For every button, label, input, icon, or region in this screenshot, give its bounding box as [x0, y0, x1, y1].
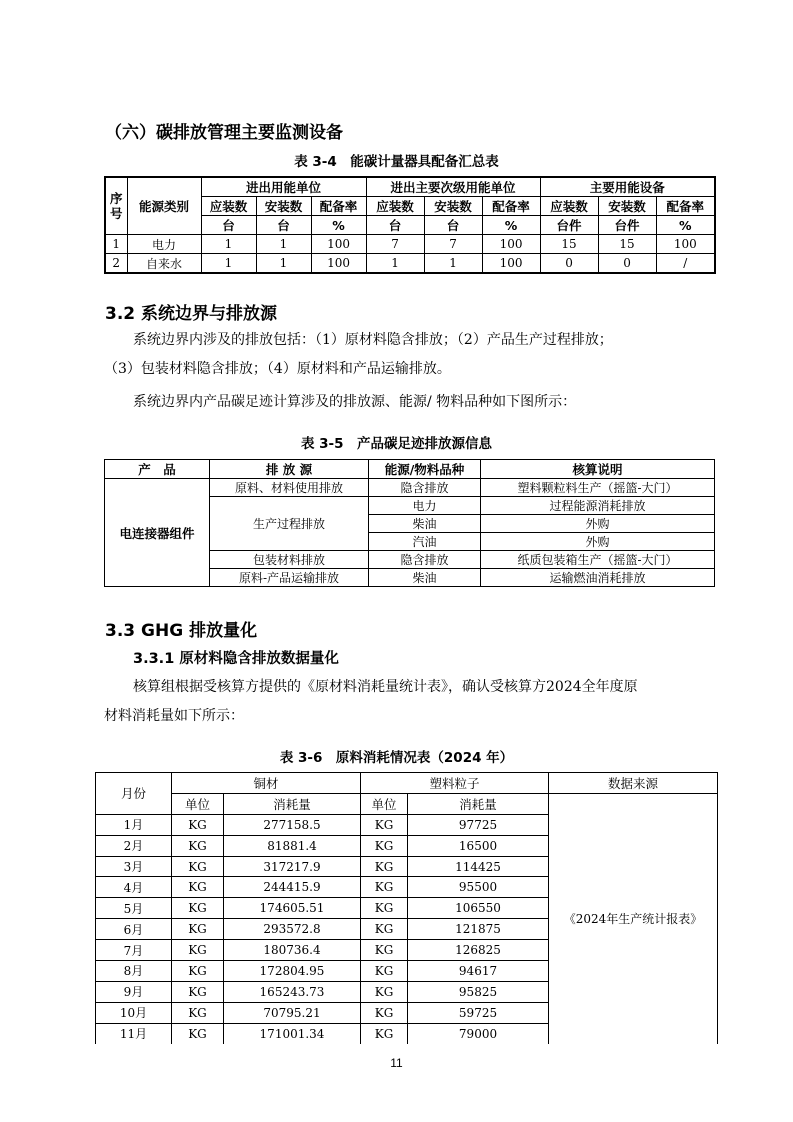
table-cell: 79000: [408, 1023, 549, 1043]
table-row: [105, 479, 715, 497]
table-cell: KG: [172, 898, 224, 919]
table-3-4-unit: 台: [256, 216, 311, 235]
table-cell: 柴油: [369, 569, 481, 587]
table-cell: 95500: [408, 877, 549, 898]
table-cell: 16500: [408, 835, 549, 856]
table-cell: KG: [172, 814, 224, 835]
table-3-4-unit: 台: [424, 216, 482, 235]
table-cell: 10月: [96, 1002, 172, 1023]
subsection-heading-3-3-1: 3.3.1 原材料隐含排放数据量化: [133, 651, 339, 667]
paragraph-line: 系统边界内涉及的排放包括：（1）原材料隐含排放；（2）产品生产过程排放；: [133, 332, 613, 348]
table-3-5-caption: 表 3-5 产品碳足迹排放源信息: [300, 436, 493, 452]
table-cell: 244415.9: [224, 877, 361, 898]
paragraph-line: 系统边界内产品碳足迹计算涉及的排放源、能源/ 物料品种如下图所示：: [133, 394, 577, 410]
table-3-4-subheader: 安装数: [424, 197, 482, 216]
table-3-4-group-header: 进出用能单位: [201, 177, 366, 197]
table-cell: 277158.5: [224, 814, 361, 835]
table-3-6-source-cell: 《2024年生产统计报表》: [549, 793, 718, 1043]
table-cell: KG: [361, 1023, 408, 1043]
table-cell: 95825: [408, 981, 549, 1002]
table-3-4-subheader: 配备率: [482, 197, 540, 216]
table-cell: 6月: [96, 919, 172, 940]
table-cell: 121875: [408, 919, 549, 940]
table-cell: 1: [424, 254, 482, 274]
table-cell: 7: [366, 235, 424, 254]
table-cell: KG: [361, 898, 408, 919]
table-cell: KG: [172, 856, 224, 877]
table-3-4-subheader: 应装数: [540, 197, 598, 216]
table-cell: KG: [361, 1002, 408, 1023]
table-cell: 171001.34: [224, 1023, 361, 1043]
table-3-5-header: 排 放 源: [210, 460, 369, 479]
table-3-4-header-type: 能源类别: [127, 177, 201, 235]
table-3-4-subheader: 应装数: [201, 197, 256, 216]
table-cell: KG: [361, 919, 408, 940]
table-cell: 15: [540, 235, 598, 254]
table-cell: 94617: [408, 961, 549, 982]
table-3-4-group-header: 进出主要次级用能单位: [366, 177, 540, 197]
paragraph-line: 核算组根据受核算方提供的《原材料消耗量统计表》，确认受核算方2024全年度原: [133, 679, 638, 695]
table-row: [105, 235, 715, 254]
table-cell: 电力: [369, 497, 481, 515]
table-cell: 自来水: [127, 254, 201, 274]
table-3-5-header: 能源/物料品种: [369, 460, 481, 479]
table-cell: 172804.95: [224, 961, 361, 982]
table-cell: 柴油: [369, 515, 481, 533]
table-cell: 165243.73: [224, 981, 361, 1002]
table-cell: 外购: [481, 515, 715, 533]
table-cell: 81881.4: [224, 835, 361, 856]
table-cell: 114425: [408, 856, 549, 877]
page-number: 11: [390, 1056, 403, 1070]
table-3-4-unit: 台: [201, 216, 256, 235]
section-heading-6: （六）碳排放管理主要监测设备: [105, 123, 343, 143]
table-cell: KG: [172, 835, 224, 856]
table-cell: 纸质包装箱生产（摇篮-大门）: [481, 551, 715, 569]
table-cell: 100: [482, 235, 540, 254]
table-cell: 外购: [481, 533, 715, 551]
table-3-4-unit: 台件: [540, 216, 598, 235]
table-cell: 1: [105, 235, 127, 254]
table-cell: 原料-产品运输排放: [210, 569, 369, 587]
table-cell: KG: [172, 1002, 224, 1023]
section-heading-3-3: 3.3 GHG 排放量化: [105, 621, 258, 641]
table-cell: 126825: [408, 940, 549, 961]
table-3-6-caption: 表 3-6 原料消耗情况表（2024 年）: [279, 750, 514, 766]
table-cell: 1月: [96, 814, 172, 835]
table-cell: KG: [361, 940, 408, 961]
table-cell: 1: [201, 254, 256, 274]
table-cell: 塑料颗粒料生产（摇篮-大门）: [481, 479, 715, 497]
table-cell: KG: [361, 835, 408, 856]
table-cell: KG: [361, 856, 408, 877]
table-cell: 106550: [408, 898, 549, 919]
table-3-6-header-unit: 单位: [361, 793, 408, 814]
table-3-6-header-month: 月份: [96, 773, 172, 815]
table-cell: 70795.21: [224, 1002, 361, 1023]
table-3-6-header-source: 数据来源: [549, 773, 718, 794]
table-cell: 15: [598, 235, 656, 254]
table-3-5-header: 核算说明: [481, 460, 715, 479]
table-row: [105, 254, 715, 274]
table-cell: 180736.4: [224, 940, 361, 961]
table-cell: 电力: [127, 235, 201, 254]
table-3-6-header-consume: 消耗量: [408, 793, 549, 814]
table-cell: 1: [256, 254, 311, 274]
table-3-5-product: 电连接器组件: [105, 479, 210, 587]
table-cell: 97725: [408, 814, 549, 835]
table-3-4-unit: 台件: [598, 216, 656, 235]
table-cell: KG: [361, 961, 408, 982]
table-cell: KG: [361, 877, 408, 898]
table-cell: 100: [656, 235, 715, 254]
table-3-4-unit: %: [482, 216, 540, 235]
table-3-4-subheader: 安装数: [256, 197, 311, 216]
table-3-5-header: 产 品: [105, 460, 210, 479]
table-cell: 100: [311, 254, 366, 274]
table-cell: KG: [172, 940, 224, 961]
table-cell: KG: [172, 981, 224, 1002]
table-cell: 2: [105, 254, 127, 274]
table-cell: 100: [311, 235, 366, 254]
table-cell: 317217.9: [224, 856, 361, 877]
table-cell: KG: [361, 981, 408, 1002]
table-cell: 过程能源消耗排放: [481, 497, 715, 515]
table-cell: KG: [361, 814, 408, 835]
paragraph-line: 材料消耗量如下所示：: [104, 708, 244, 724]
table-cell: 隐含排放: [369, 479, 481, 497]
table-3-6-header-unit: 单位: [172, 793, 224, 814]
table-cell: 5月: [96, 898, 172, 919]
table-3-4-group-header: 主要用能设备: [540, 177, 715, 197]
table-3-4-subheader: 应装数: [366, 197, 424, 216]
table-cell: 4月: [96, 877, 172, 898]
table-cell: 100: [482, 254, 540, 274]
table-cell: 1: [366, 254, 424, 274]
table-3-4-header-seq: 序号: [105, 177, 127, 235]
table-3-4-unit: %: [311, 216, 366, 235]
table-cell: 汽油: [369, 533, 481, 551]
table-cell: 7月: [96, 940, 172, 961]
table-3-4-subheader: 安装数: [598, 197, 656, 216]
table-3-5: [104, 459, 715, 587]
table-cell: 11月: [96, 1023, 172, 1043]
table-cell: 174605.51: [224, 898, 361, 919]
table-3-6-header-consume: 消耗量: [224, 793, 361, 814]
table-3-6: [95, 772, 718, 1044]
section-heading-3-2: 3.2 系统边界与排放源: [105, 304, 278, 324]
table-cell: /: [656, 254, 715, 274]
table-cell: 2月: [96, 835, 172, 856]
table-3-4-caption: 表 3-4 能碳计量器具配备汇总表: [294, 154, 499, 170]
table-cell: 0: [598, 254, 656, 274]
table-3-6-header-plastic: 塑料粒子: [361, 773, 549, 794]
table-3-4-subheader: 配备率: [656, 197, 715, 216]
table-3-4-unit: 台: [366, 216, 424, 235]
table-cell: 59725: [408, 1002, 549, 1023]
table-cell: 293572.8: [224, 919, 361, 940]
table-3-4-subheader: 配备率: [311, 197, 366, 216]
table-cell: 原料、材料使用排放: [210, 479, 369, 497]
paragraph-line: （3）包装材料隐含排放；（4）原材料和产品运输排放。: [104, 361, 451, 377]
table-cell: KG: [172, 877, 224, 898]
table-cell: 8月: [96, 961, 172, 982]
table-cell: 0: [540, 254, 598, 274]
table-3-6-header-copper: 铜材: [172, 773, 361, 794]
table-3-4-unit: %: [656, 216, 715, 235]
table-3-4: [104, 176, 716, 274]
table-cell: 3月: [96, 856, 172, 877]
table-cell: 9月: [96, 981, 172, 1002]
table-cell: 1: [201, 235, 256, 254]
table-cell: KG: [172, 961, 224, 982]
table-cell: 生产过程排放: [210, 497, 369, 551]
table-cell: 包装材料排放: [210, 551, 369, 569]
table-cell: 7: [424, 235, 482, 254]
table-cell: 隐含排放: [369, 551, 481, 569]
table-cell: 1: [256, 235, 311, 254]
table-cell: 运输燃油消耗排放: [481, 569, 715, 587]
table-cell: KG: [172, 919, 224, 940]
table-cell: KG: [172, 1023, 224, 1043]
